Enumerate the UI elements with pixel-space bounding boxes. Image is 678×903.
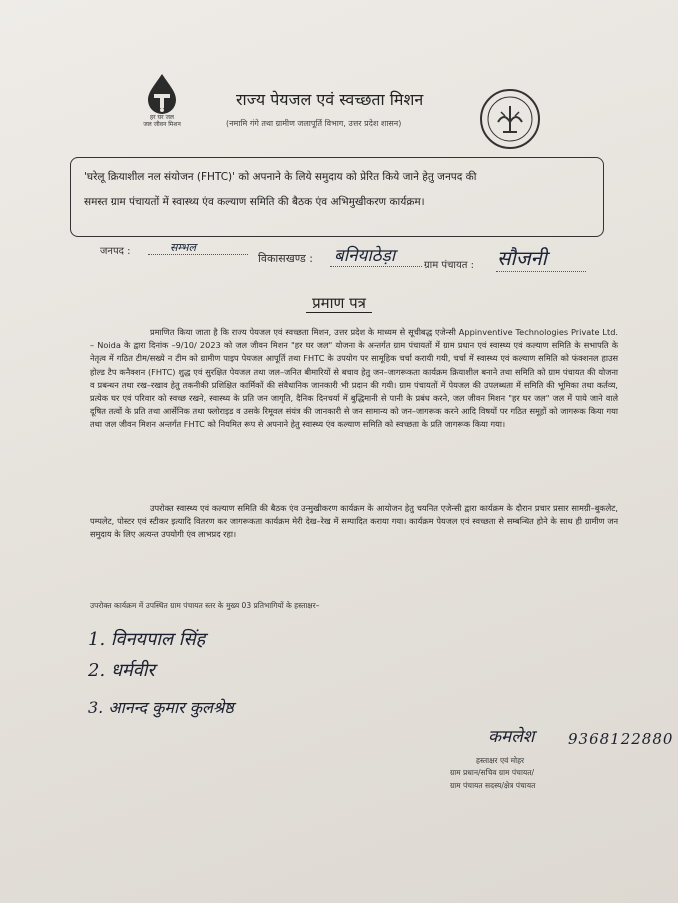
- banner-text: [84, 165, 594, 215]
- district-value: सम्भल: [170, 241, 196, 254]
- participant-signature-1: 1. विनयपाल सिंह: [88, 629, 206, 650]
- header-subtitle: (नमामि गंगे तथा ग्रामीण जलापूर्ति विभाग, उत्तर प्रदेश शासन): [226, 119, 402, 128]
- header-title: राज्य पेयजल एवं स्वच्छता मिशन: [236, 90, 424, 109]
- certificate-paragraph-2: उपरोक्त स्वास्थ्य एवं कल्याण समिति की बैठक एंव उन्मुखीकरण कार्यक्रम के आयोजन हेतु चयनित एजेन्सी द्वारा कार्यक्रम के दौरान प्रचार प्रसार सामग्री–बुकलेट, पम्पलेट, पोस्टर एवं स्टीकर इत्यादि वितरण कर जागरूकता कार्यक्रम मेरी देख–रेख में सम्पादित कराया गया। कार्यक्रम पेयजल एवं स्वच्छता से सम्बन्धित होने के साथ ही ग्रामीण जन समुदाय के लिए अत्यन्त उपयोगी एंव लाभप्रद रहा।: [90, 503, 618, 540]
- up-government-seal: [479, 88, 541, 150]
- certificate-title: [0, 293, 678, 313]
- pradhan-signature: कमलेश: [488, 727, 535, 747]
- designation-line-1: ग्राम प्रधान/सचिव ग्राम पंचायत/: [450, 768, 535, 777]
- sign-and-stamp-label: हस्ताक्षर एवं मोहर: [476, 756, 525, 765]
- logo-caption: हर घर जल जल जीवन मिशन: [143, 114, 181, 128]
- phone-number: 9368122880: [568, 730, 674, 748]
- participant-signature-3: 3. आनन्द कुमार कुलश्रेष्ठ: [88, 698, 234, 717]
- banner-line-1: 'घरेलू क्रियाशील नल संयोजन (FHTC)' को अपनाने के लिये समुदाय को प्रेरित किये जाने हेतु जनपद की: [84, 171, 477, 183]
- district-label: जनपद :: [100, 246, 131, 257]
- certificate-paragraph-1: प्रमाणित किया जाता है कि राज्य पेयजल एवं स्वच्छता मिशन, उत्तर प्रदेश के माध्यम से सूचीबद्ध एजेन्सी Appinventive Technologies Private Ltd. – Noida के द्वारा दिनांक –9/10/ 2023 को जल जीवन मिशन "हर घर जल" योजना के अन्तर्गत ग्राम पंचायतों में ग्राम प्रधान एवं स्वास्थ्य एवं कल्याण समिति के सभापति के नेतृत्व में गठित टीम/सख्ये न टीम को ग्रामीण पाइप पेयजल आपूर्ति तथा FHTC के उपयोग पर सामूहिक चर्चा करायी गयी, चर्चा में स्वास्थ्य एवं कल्याण समिति को फंक्शनल हाउस होल्ड टैप कनैक्शन (FHTC) शुद्ध एवं सुरक्षित पेयजल तथा जल–जनित बीमारियों से बचाव हेतु जन–जागरूकता कार्यक्रम क्रियाशील बनाने तथा समिति को ग्राम पंचायत की योजना व प्रबन्धन तथा रख–रखाव हेतु तकनीकी प्रशिक्षित कार्मिकों की संवैधानिक जानकारी भी प्रदान की गयी। ग्राम पंचायतों में पेयजल की उपलब्धता में समिति की भूमिका तथा कर्तव्य, प्रत्येक घर एवं परिवार को स्वच्छ रखने, स्वास्थ्य के प्रति जन जागृति, दैनिक दिनचर्या में बुद्धिमानी से पानी के प्रबंध करने, जल जीवन मिशन "हर घर जल" जल में पाये जाने वाले दूषित तत्वों के प्रति तथा आर्सेनिक तथा फ्लोराइड व उसके रिमूवल संयंत्र की जानकारी से जन सामान्य को जन–जागरूक करने आदि विषयों पर गठित समूहों को जागरूक किया गया तथा जल जीवन मिशन अन्तर्गत FHTC को नियमित रूप से अपनाने हेतु स्वास्थ्य एंव कल्याण समिति को स्वच्छता के प्रति जागरूक किया गया।: [90, 327, 618, 430]
- block-underline: [330, 266, 422, 267]
- certificate-title-text: प्रमाण पत्र: [306, 294, 372, 313]
- gram-panchayat-value: सौजनी: [497, 246, 547, 270]
- participant-signature-2: 2. धर्मवीर: [88, 660, 155, 681]
- gp-underline: [496, 271, 586, 272]
- gram-panchayat-label: ग्राम पंचायत :: [424, 260, 475, 271]
- district-underline: [148, 254, 248, 255]
- banner-line-2: समस्त ग्राम पंचायतों में स्वास्थ्य एंव कल्याण समिति की बैठक एंव अभिमुखीकरण कार्यक्रम।: [84, 196, 425, 208]
- jal-jeevan-mission-logo: [140, 72, 184, 118]
- block-label: विकासखण्ड :: [258, 252, 314, 265]
- block-value: बनियाठेड़ा: [334, 246, 396, 266]
- designation-line-2: ग्राम पंचायत सदस्य/क्षेत्र पंचायत: [450, 781, 536, 790]
- participants-signature-note: उपरोक्त कार्यक्रम में उपस्थित ग्राम पंचायत स्तर के मुख्य 03 प्रतिभागियों के हस्ताक्षर–: [90, 601, 320, 610]
